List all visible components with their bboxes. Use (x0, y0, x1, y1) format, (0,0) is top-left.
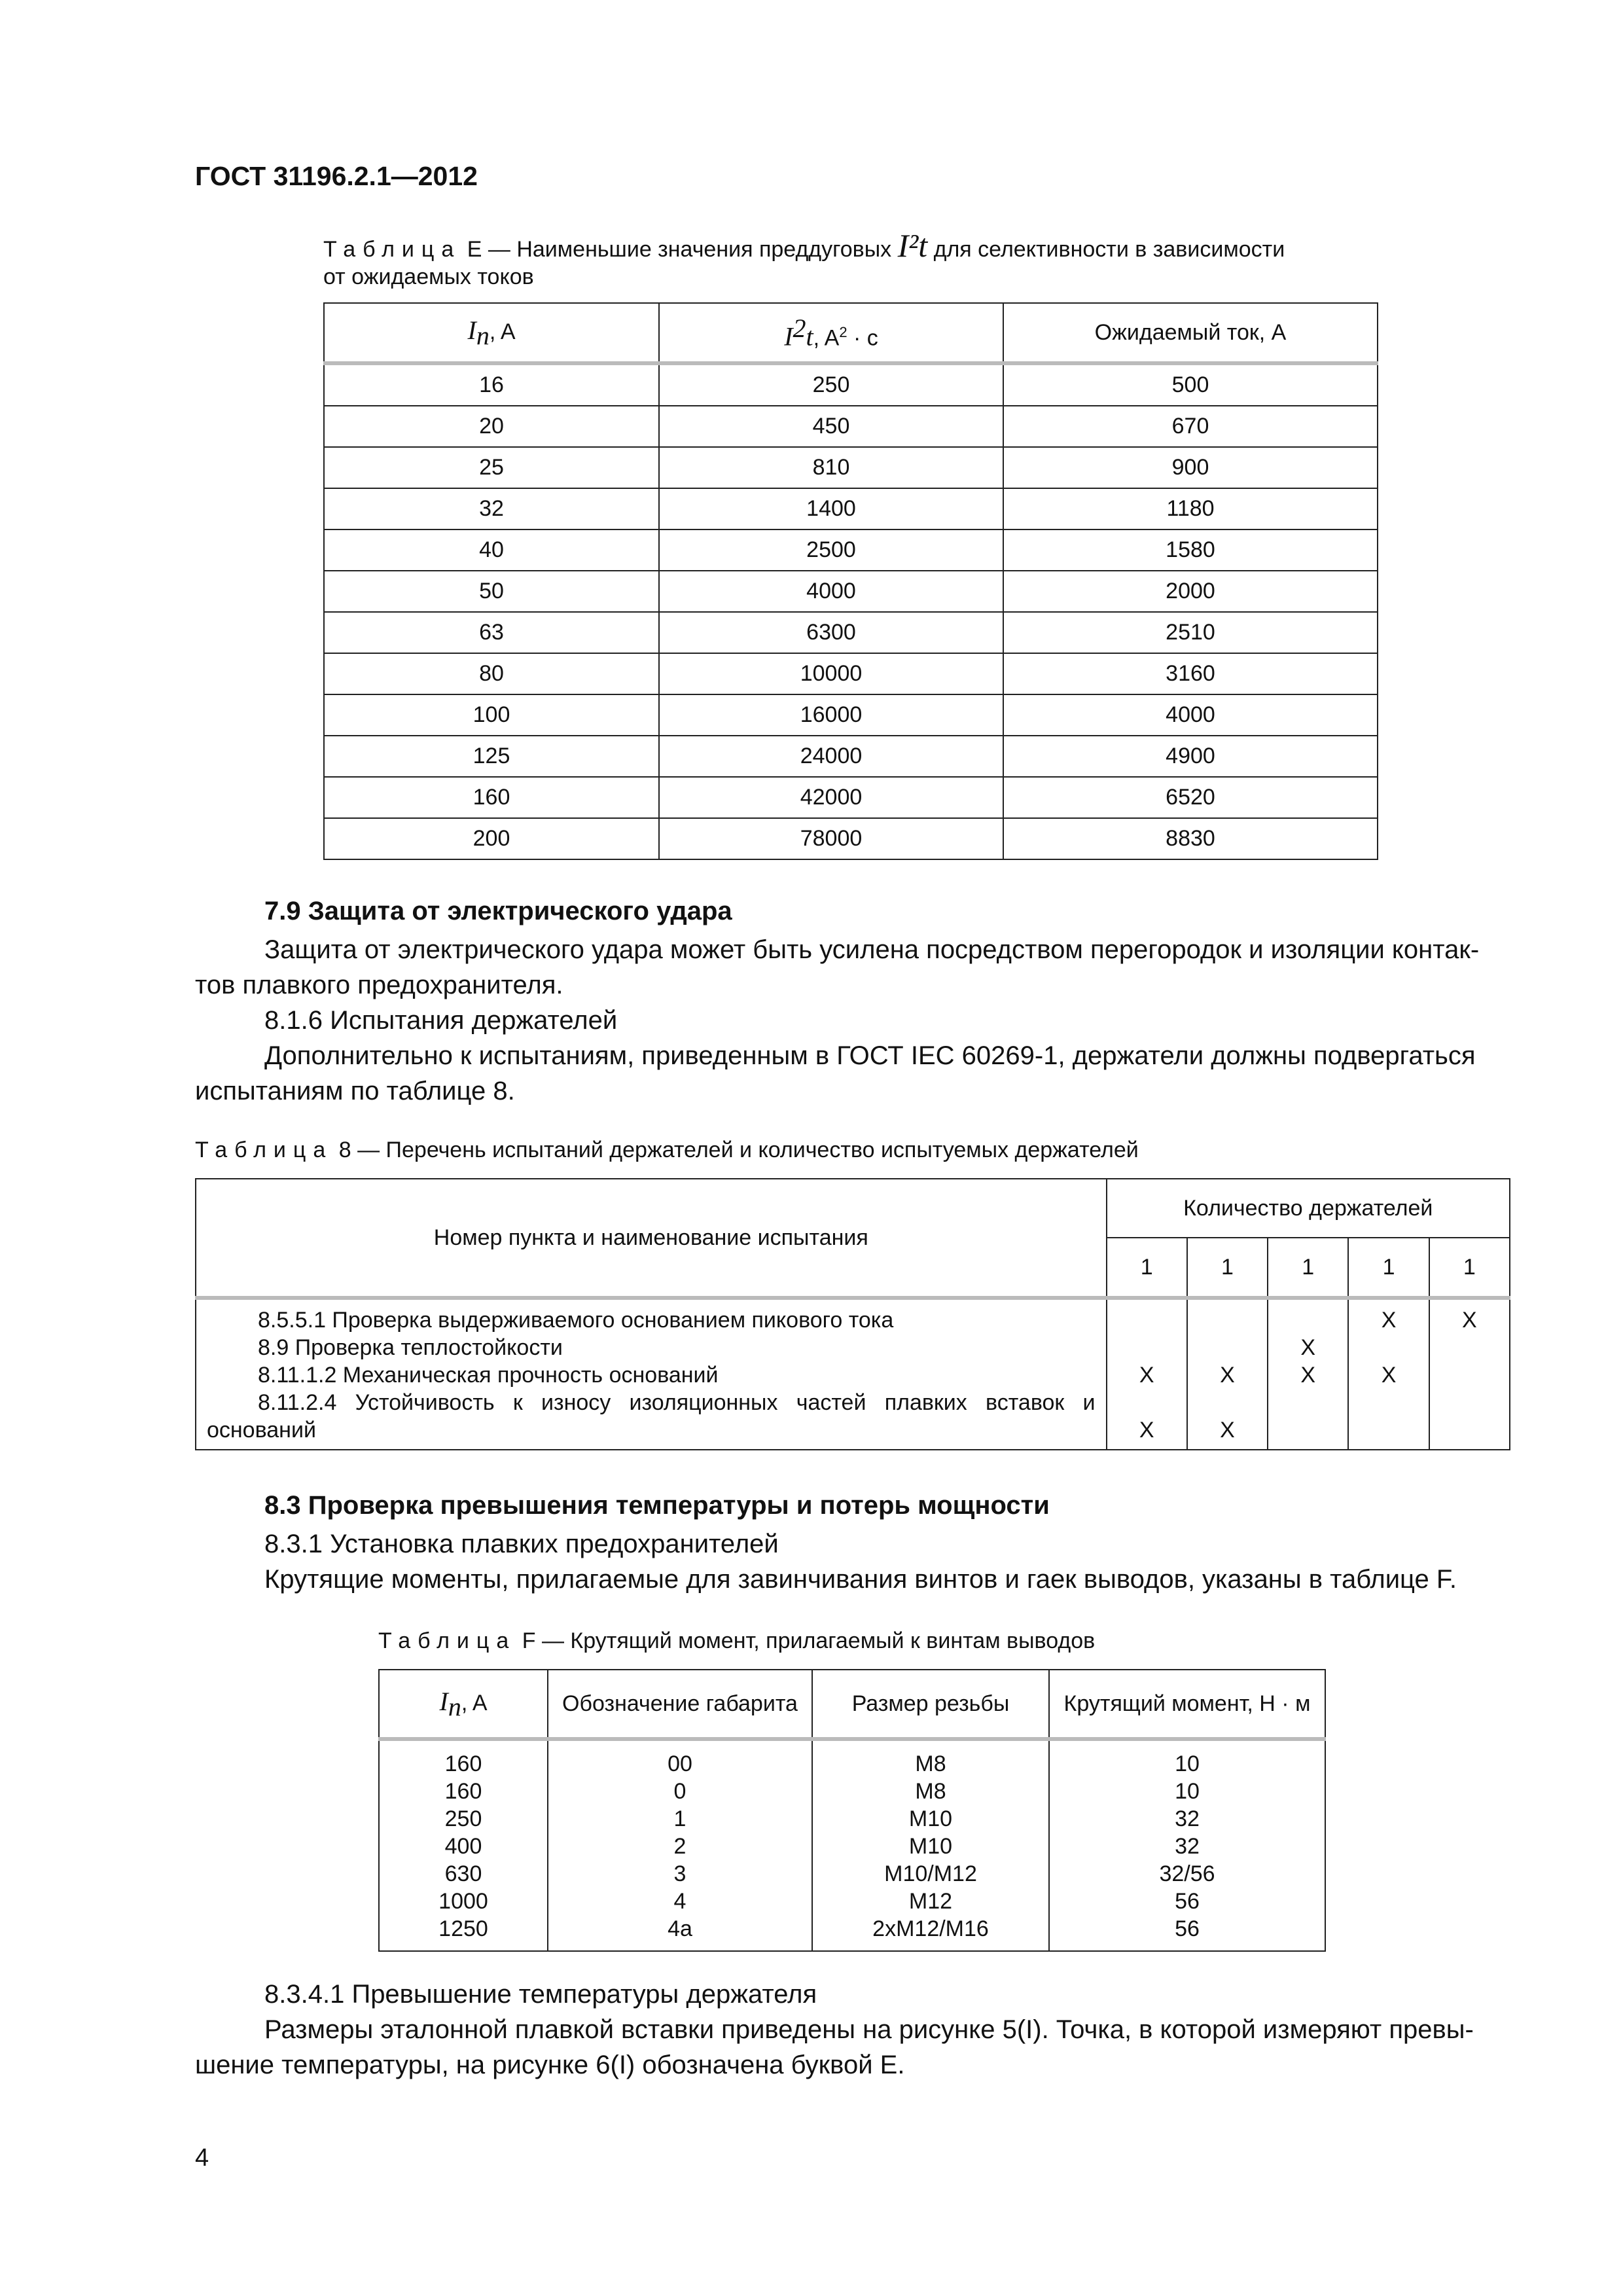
table-cell: 10000 (659, 653, 1003, 694)
table-e-caption-text-a: E — Наименьшие значения преддуговых (461, 237, 898, 262)
table-8-mark: X (1300, 1335, 1316, 1360)
table-f-header-in: $I_n$, A (379, 1670, 548, 1739)
table-cell: 2510 (1003, 612, 1378, 653)
table-f-col-size (548, 1739, 812, 1951)
table-e-caption (323, 227, 1436, 291)
table-f-col-thread (812, 1739, 1049, 1951)
table-8-mark (1349, 1334, 1428, 1361)
table-8-data-row (196, 1298, 1510, 1450)
table-row (324, 529, 1378, 571)
table-f-header-row (379, 1670, 1325, 1739)
section-8-3-1-heading: 8.3.1 Установка плавких предохранителей (264, 1530, 779, 1558)
table-cell: 1180 (1003, 488, 1378, 529)
table-row (324, 571, 1378, 612)
table-e-caption-text-b: для селективности в зависимости (927, 237, 1285, 262)
table-8-mark (1430, 1416, 1509, 1444)
table-f-cell: M8 (915, 1751, 946, 1776)
table-8-count-header: 1 (1348, 1238, 1429, 1298)
table-row (324, 694, 1378, 736)
section-8-1-6-line1: Дополнительно к испытаниям, приведенным в ГОСТ IEC 60269-1, держатели должны подвергаться (264, 1041, 1476, 1070)
table-8-mark (1349, 1416, 1428, 1444)
table-f-cell: M8 (915, 1779, 946, 1804)
table-f-caption-word: Таблица (378, 1628, 516, 1653)
table-8-mark (1107, 1306, 1186, 1334)
table-cell: 6300 (659, 612, 1003, 653)
table-cell: 450 (659, 406, 1003, 447)
table-f-cell: 250 (444, 1806, 482, 1831)
table-cell: 160 (324, 777, 659, 818)
table-cell: 900 (1003, 447, 1378, 488)
table-f-caption-text: F — Крутящий момент, прилагаемый к винтам выводов (516, 1628, 1096, 1653)
table-f-header-torque: Крутящий момент, Н · м (1049, 1670, 1325, 1739)
table-8-caption (195, 1136, 1139, 1164)
table-8-mark (1188, 1389, 1267, 1416)
table-cell: 40 (324, 529, 659, 571)
table-f-cell: 630 (444, 1861, 482, 1886)
table-8-mark: X (1381, 1308, 1397, 1333)
table-8-marks-col-2 (1187, 1298, 1268, 1450)
section-8-3-4-1-heading: 8.3.4.1 Превышение температуры держателя (264, 1980, 817, 2009)
table-e-header-current: Ожидаемый ток, А (1003, 303, 1378, 363)
table-f-cell: 32 (1175, 1834, 1200, 1859)
table-8-test: 8.11.2.4 Устойчивость к износу изоляционных частей плавких вставок и (258, 1390, 1096, 1415)
table-8-mark (1188, 1306, 1267, 1334)
table-e-caption-math: I²t (897, 227, 928, 264)
table-cell: 4900 (1003, 736, 1378, 777)
table-f-cell: 00 (668, 1751, 692, 1776)
document-header: ГОСТ 31196.2.1—2012 (195, 161, 478, 191)
table-f-cell: 160 (444, 1779, 482, 1804)
table-e-header-i2t: $I^2t$, $A^2 \cdot c$ (659, 303, 1003, 363)
table-cell: 500 (1003, 363, 1378, 406)
table-cell: 100 (324, 694, 659, 736)
table-8-mark (1430, 1361, 1509, 1389)
table-f-cell: M10 (908, 1834, 953, 1859)
table-cell: 25 (324, 447, 659, 488)
table-8-mark (1268, 1389, 1347, 1416)
table-e-body (324, 363, 1378, 859)
page-number: 4 (195, 2144, 209, 2172)
table-f-cell: 4a (668, 1916, 692, 1941)
table-8-header-count: Количество держателей (1107, 1179, 1510, 1238)
section-8-1-6-line2: испытаниям по таблице 8. (195, 1077, 515, 1105)
table-f-cell: 10 (1175, 1751, 1200, 1776)
table-8 (195, 1178, 1510, 1450)
table-row (324, 612, 1378, 653)
table-8-mark (1268, 1416, 1347, 1444)
table-8-count-header: 1 (1268, 1238, 1348, 1298)
table-cell: 78000 (659, 818, 1003, 859)
table-cell: 20 (324, 406, 659, 447)
table-f-cell: 32/56 (1159, 1861, 1215, 1886)
table-8-mark: X (1220, 1418, 1235, 1443)
table-f-cell: 1000 (438, 1889, 488, 1914)
table-8-test: оснований (207, 1418, 316, 1443)
table-row (324, 736, 1378, 777)
table-f (378, 1669, 1326, 1952)
section-7-9-paragraph (195, 932, 1517, 1003)
table-8-mark (1430, 1334, 1509, 1361)
table-row (324, 488, 1378, 529)
table-row (324, 406, 1378, 447)
table-cell: 670 (1003, 406, 1378, 447)
table-cell: 3160 (1003, 653, 1378, 694)
table-f-header-thread: Размер резьбы (812, 1670, 1049, 1739)
section-7-9-heading: 7.9 Защита от электрического удара (264, 897, 732, 925)
table-cell: 2500 (659, 529, 1003, 571)
table-row (324, 363, 1378, 406)
table-cell: 810 (659, 447, 1003, 488)
table-8-test: 8.9 Проверка теплостойкости (258, 1335, 563, 1360)
table-8-mark (1188, 1334, 1267, 1361)
table-8-marks-col-3 (1268, 1298, 1348, 1450)
table-8-mark: X (1139, 1418, 1154, 1443)
table-8-header-test-name: Номер пункта и наименование испытания (196, 1179, 1107, 1298)
section-8-1-6-paragraph (195, 1038, 1517, 1109)
table-cell: 50 (324, 571, 659, 612)
table-cell: 24000 (659, 736, 1003, 777)
table-f-cell: 56 (1175, 1889, 1200, 1914)
section-8-1-6-heading: 8.1.6 Испытания держателей (264, 1006, 618, 1035)
section-7-9-line2: тов плавкого предохранителя. (195, 971, 563, 999)
table-8-marks-col-1 (1107, 1298, 1187, 1450)
section-8-3-4-1-line1: Размеры эталонной плавкой вставки приведены на рисунке 5(I). Точка, в которой измеряют превы- (264, 2015, 1474, 2044)
section-8-3-1-paragraph: Крутящие моменты, прилагаемые для завинчивания винтов и гаек выводов, указаны в таблице F. (264, 1565, 1457, 1594)
table-cell: 125 (324, 736, 659, 777)
table-8-marks-col-5 (1429, 1298, 1510, 1450)
table-cell: 2000 (1003, 571, 1378, 612)
table-f-cell: M10 (908, 1806, 953, 1831)
table-8-mark: X (1300, 1363, 1316, 1388)
table-f-caption (378, 1627, 1095, 1655)
table-8-mark: X (1220, 1363, 1235, 1388)
table-row (324, 777, 1378, 818)
table-f-cell: 0 (673, 1779, 687, 1804)
table-e-caption-line2: от ожидаемых токов (323, 264, 534, 289)
table-e (323, 302, 1378, 860)
table-cell: 32 (324, 488, 659, 529)
table-f-cell: 2 (673, 1834, 687, 1859)
table-row (324, 653, 1378, 694)
table-cell: 42000 (659, 777, 1003, 818)
table-cell: 200 (324, 818, 659, 859)
table-8-mark: X (1381, 1363, 1397, 1388)
table-cell: 6520 (1003, 777, 1378, 818)
table-cell: 4000 (1003, 694, 1378, 736)
table-8-tests-cell (196, 1298, 1107, 1450)
table-8-caption-word: Таблица (195, 1138, 333, 1162)
table-cell: 1400 (659, 488, 1003, 529)
table-f-cell: 3 (673, 1861, 687, 1886)
table-8-mark: X (1139, 1363, 1154, 1388)
table-f-cell: M10/M12 (884, 1861, 977, 1886)
table-cell: 4000 (659, 571, 1003, 612)
table-8-mark (1107, 1334, 1186, 1361)
section-8-3-4-1-line2: шение температуры, на рисунке 6(I) обозначена буквой E. (195, 2051, 905, 2079)
table-8-marks-col-4 (1348, 1298, 1429, 1450)
section-8-3-heading: 8.3 Проверка превышения температуры и потерь мощности (264, 1491, 1050, 1520)
table-8-mark (1107, 1389, 1186, 1416)
table-f-header-size: Обозначение габарита (548, 1670, 812, 1739)
table-f-cell: 160 (444, 1751, 482, 1776)
table-cell: 8830 (1003, 818, 1378, 859)
table-cell: 250 (659, 363, 1003, 406)
table-f-cell: 56 (1175, 1916, 1200, 1941)
table-f-cell: 400 (444, 1834, 482, 1859)
table-8-caption-text: 8 — Перечень испытаний держателей и количество испытуемых держателей (332, 1138, 1139, 1162)
table-cell: 63 (324, 612, 659, 653)
table-cell: 16000 (659, 694, 1003, 736)
table-8-mark (1268, 1306, 1347, 1334)
table-f-cell: 1 (673, 1806, 687, 1831)
table-f-cell: 10 (1175, 1779, 1200, 1804)
table-row (324, 447, 1378, 488)
table-8-test: 8.11.1.2 Механическая прочность оснований (258, 1363, 719, 1388)
table-f-cell: 1250 (438, 1916, 488, 1941)
table-f-cell: 2xM12/M16 (872, 1916, 989, 1941)
table-cell: 16 (324, 363, 659, 406)
table-f-col-torque (1049, 1739, 1325, 1951)
section-8-3-4-1-paragraph (195, 2012, 1517, 2083)
table-cell: 80 (324, 653, 659, 694)
table-e-header-in: $I_n$, A (324, 303, 659, 363)
table-8-mark (1430, 1389, 1509, 1416)
section-7-9-line1: Защита от электрического удара может быть усилена посредством перегородок и изоляции контак- (264, 935, 1480, 964)
table-f-cell: 32 (1175, 1806, 1200, 1831)
table-8-test: 8.5.5.1 Проверка выдерживаемого основанием пикового тока (258, 1308, 894, 1333)
table-f-cell: 4 (673, 1889, 687, 1914)
table-8-count-header: 1 (1107, 1238, 1187, 1298)
table-f-cell: M12 (908, 1889, 953, 1914)
table-cell: 1580 (1003, 529, 1378, 571)
table-f-col-in (379, 1739, 548, 1951)
table-8-header-row-1 (196, 1179, 1510, 1238)
table-8-mark: X (1461, 1308, 1477, 1333)
table-e-caption-word: Таблица (323, 237, 461, 262)
table-8-count-header: 1 (1429, 1238, 1510, 1298)
table-8-mark (1349, 1389, 1428, 1416)
table-e-header-row (324, 303, 1378, 363)
table-row (324, 818, 1378, 859)
table-8-count-header: 1 (1187, 1238, 1268, 1298)
table-f-data-row (379, 1739, 1325, 1951)
